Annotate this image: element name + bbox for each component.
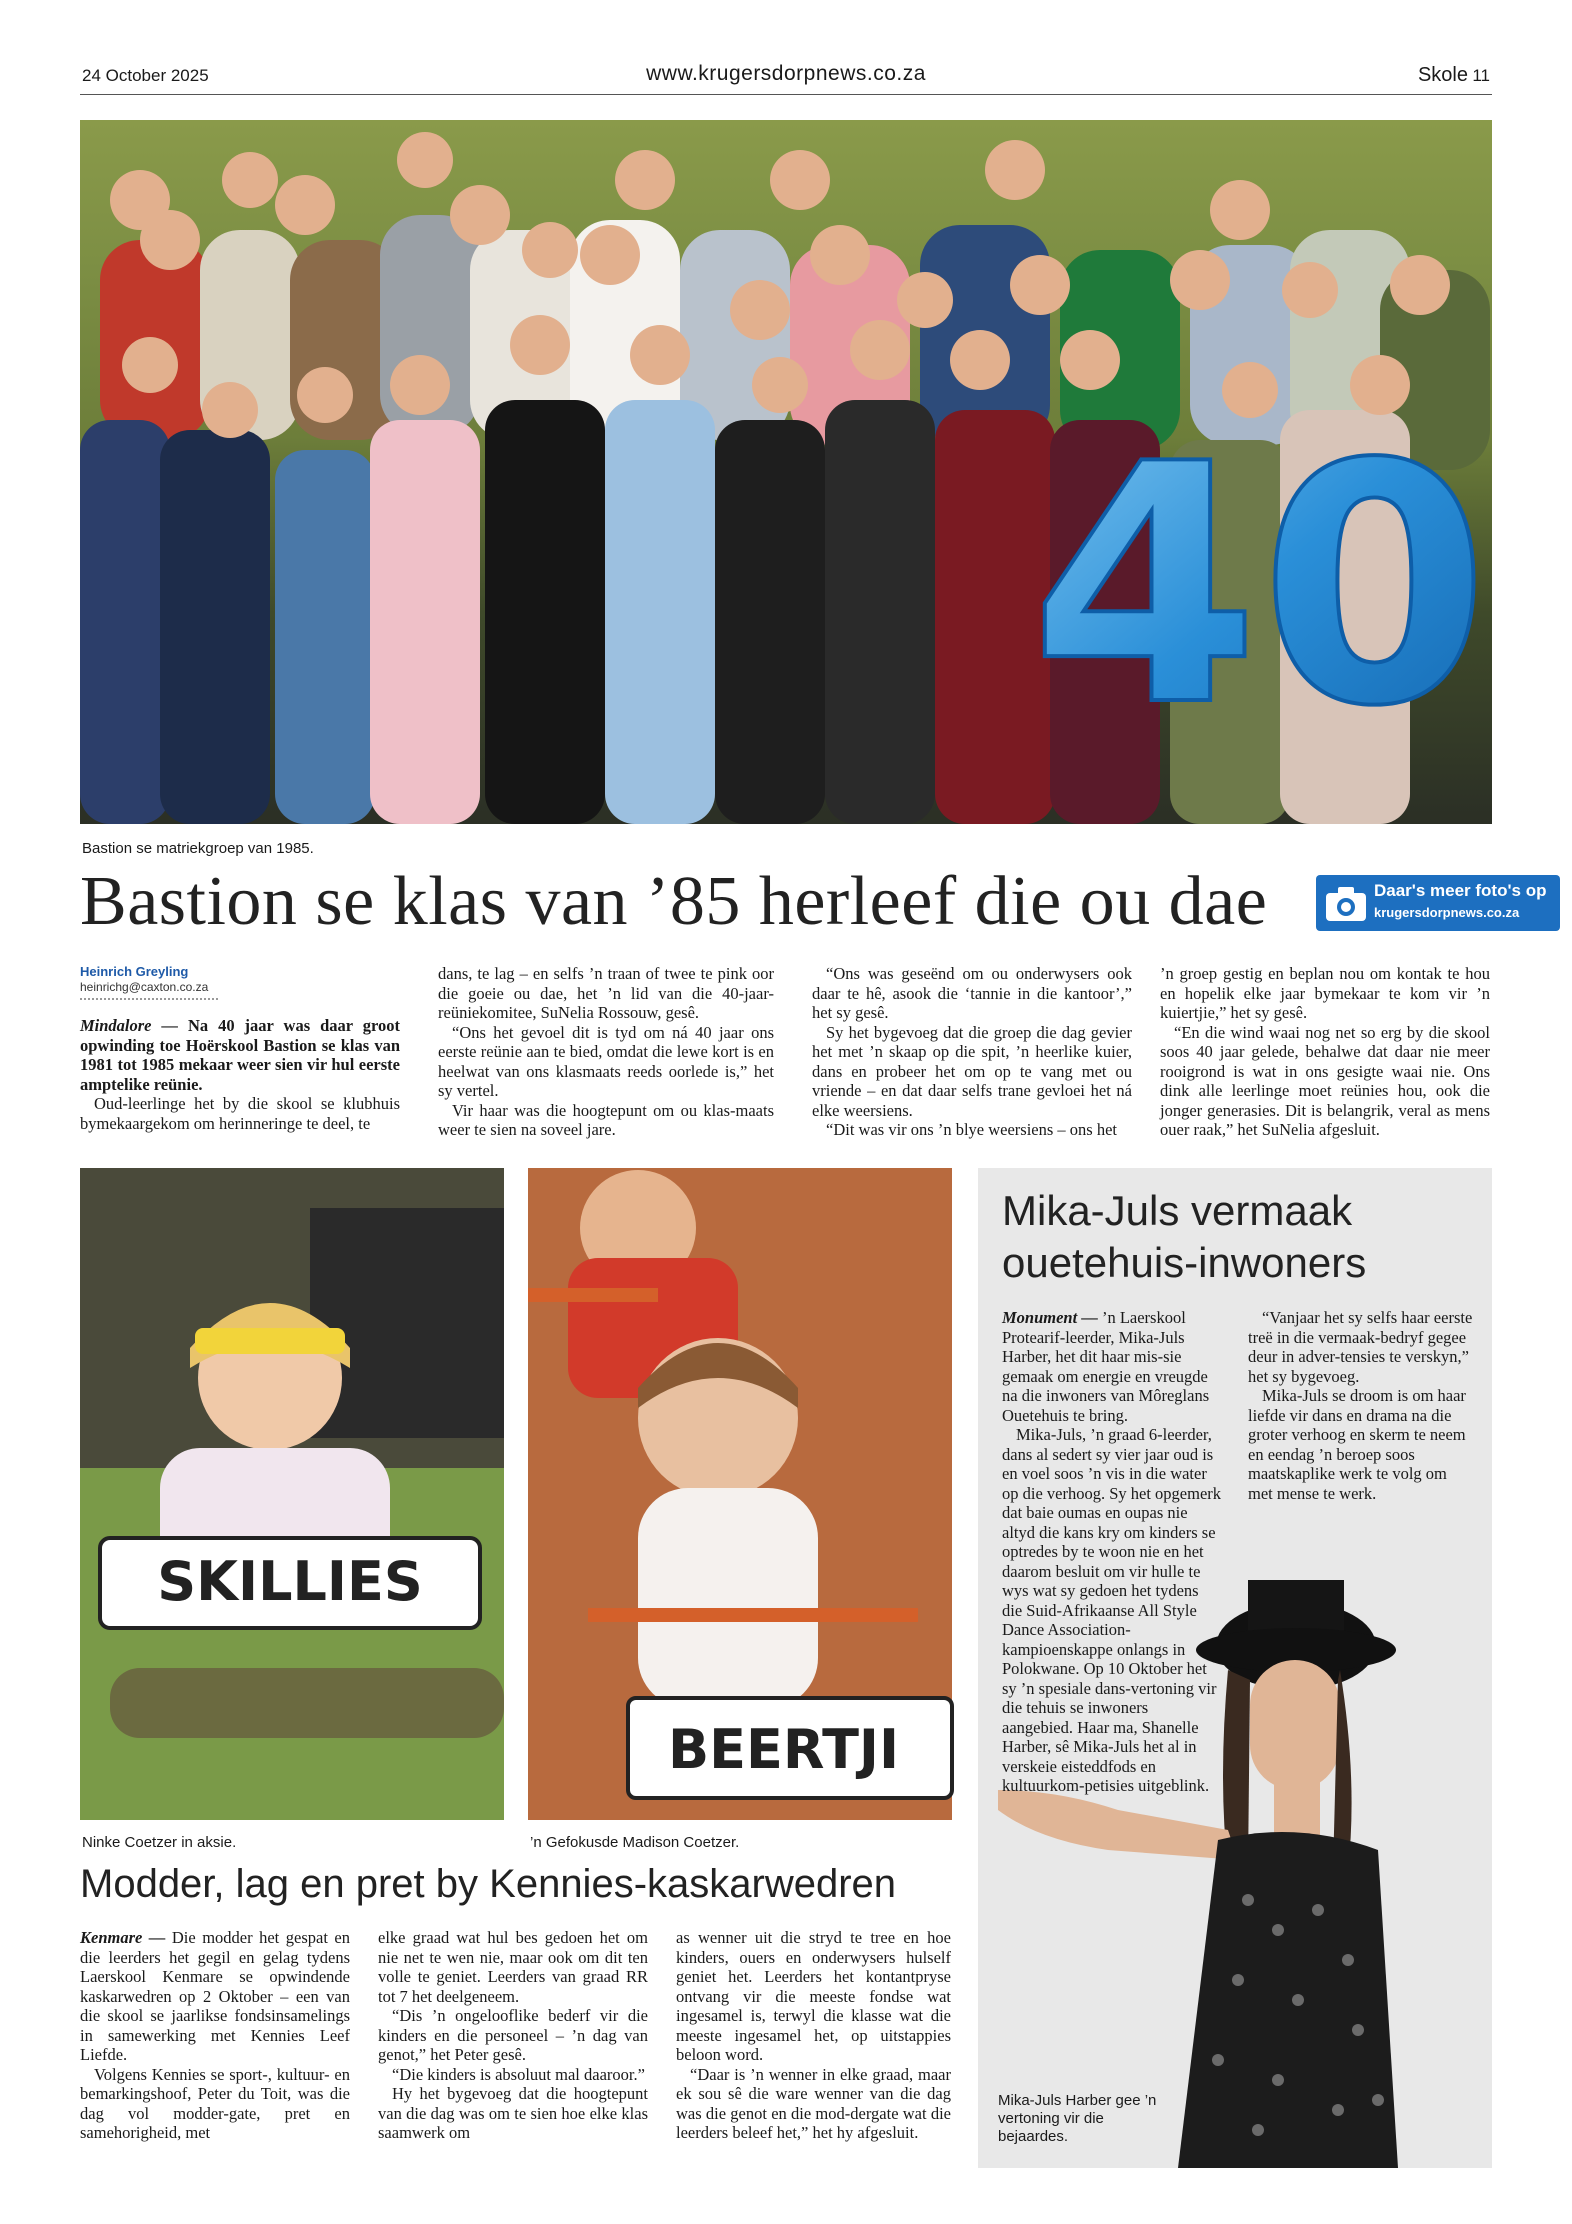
sign-skillies: SKILLIES	[157, 1550, 423, 1613]
mika-column-1	[1002, 1308, 1222, 1796]
paragraph: Die modder het gespat en die leerders het gegil en gelag tydens Laerskool Kenmare se opwindende kaskarwedren op 2 Oktober – een van die skool se jaarlikse fondsinsamelings in samewerking met Kennies Leef Liefde.	[80, 1928, 350, 2064]
paragraph: Oud-leerlinge het by die skool se klubhuis bymekaargekom om herinneringe te deel, te	[80, 1094, 400, 1133]
section-name: Skole	[1417, 64, 1468, 86]
byline-rule	[80, 998, 220, 1000]
paragraph: “Daar is ’n wenner in elke graad, maar ek sou sê die ware wenner van die dag was die genot en die mod-dergate wat die leerders beleef het,” het hy afgesluit.	[676, 2064, 951, 2142]
paragraph: “Dis ’n ongelooflike bederf vir die kinders en die personeel – ’n dag van genot,” het Peter gesê.	[378, 2006, 648, 2064]
byline-email[interactable]: heinrichg@caxton.co.za	[80, 980, 209, 994]
camera-icon	[1324, 883, 1368, 923]
kaskar-column-1	[80, 1928, 350, 2143]
kaskar-column-3	[676, 1928, 951, 2143]
paragraph: elke graad wat hul bes gedoen het om nie net te wen nie, maar ook om dit ten volle te geniet. Leerders van graad RR tot 7 het deelgeneem.	[378, 1928, 648, 2006]
paragraph: Vir haar was die hoogtepunt om ou klas-maats weer te sien na soveel jare.	[438, 1100, 774, 1139]
header-rule	[80, 94, 1492, 95]
paragraph: as wenner uit die stryd te tree en hoe kinders, ouers en onderwysers hulself geniet het. Leerders het kontantpryse ontvang vir die meeste fondse wat ingesamel is, terwyl die klasse wat die meeste ingesamel het, op uitstappies beloon word.	[676, 1928, 951, 2064]
paragraph: “En die wind waai nog net so erg by die skool soos 40 jaar gelede, behalwe dat daar nie meer rooigrond is wat in ons gesigte waai nie. Ons dink alle leerlinge moet reünies hou, ook die jonger generasies. Dit is belangrik, veral as mens ouer raak,” het SuNelia afgesluit.	[1160, 1022, 1490, 1139]
beertjie-caption: ’n Gefokusde Madison Coetzer.	[530, 1834, 740, 1851]
dateline: Monument —	[1002, 1308, 1098, 1327]
paragraph: “Vanjaar het sy selfs haar eerste treë in die vermaak-bedryf gegee deur in adver-tensies te verskyn,” het sy bygevoeg.	[1248, 1308, 1473, 1386]
mika-photo-caption: Mika-Juls Harber gee ’n vertoning vir die bejaardes.	[998, 2092, 1157, 2145]
main-article-column-3	[812, 964, 1132, 1140]
kaskar-column-2	[378, 1928, 648, 2143]
main-article-column-1	[80, 1016, 400, 1133]
paragraph: Mika-Juls, ’n graad 6-leerder, dans al sedert sy vier jaar oud is en voel soos ’n vis in die water op die verhoog. Sy het opgemerk dat baie oumas en oupas nie altyd die kans kry om kinders se optredes by te woon nie en het daarom besluit om vir hulle te wys wat sy gedoen het tydens die Suid-Afrikaanse All Style Dance Association-kampioenskappe onlangs in Polokwane. Op 10 Oktober het sy ’n spesiale dans-vertoning vir die tehuis se inwoners aangebied. Haar ma, Shanelle Harber, sê Mika-Juls het al in verskeie eisteddfods en kultuurkom-petisies uitgeblink.	[1002, 1425, 1222, 1795]
paragraph: ’n groep gestig en beplan nou om kontak te hou en hopelik elke jaar bymekaar te kom vir ’n kuiertjie,” het sy gesê.	[1160, 964, 1490, 1022]
badge-line1: Daar's meer foto's op	[1374, 881, 1547, 900]
paragraph: Hy het bygevoeg dat die hoogtepunt van die dag was om te sien hoe elke klas saamwerk om	[378, 2084, 648, 2142]
dateline: Kenmare —	[80, 1928, 166, 1947]
paragraph: “Ons het gevoel dit is tyd om ná 40 jaar ons eerste reünie aan te bied, omdat die lewe kort is en heelwat van ons klasmaats reeds oorlede is,” het sy vertel.	[438, 1022, 774, 1100]
balloon-40: 40	[1030, 394, 1490, 778]
main-headline: Bastion se klas van ’85 herleef die ou dae	[80, 863, 1268, 940]
issue-date: 24 October 2025	[82, 66, 209, 85]
kaskar-headline: Modder, lag en pret by Kennies-kaskarwedren	[80, 1862, 897, 1906]
sign-beertjie: BEERTJI	[668, 1718, 900, 1781]
paragraph: Volgens Kennies se sport-, kultuur- en bemarkingshoof, Peter du Toit, was die dag vol modder-gate, pret en samehorigheid, met	[80, 2064, 350, 2142]
paragraph: dans, te lag – en selfs ’n traan of twee te pink oor die goeie ou dae, het ’n lid van die 40-jaar-reüniekomitee, SuNelia Rossouw, gesê.	[438, 964, 774, 1022]
page-number: 11	[1472, 66, 1490, 85]
article-intro: Na 40 jaar was daar groot opwinding toe Hoërskool Bastion se klas van 1981 tot 1985 mekaar weer sien vir hul eerste amptelike reünie.	[80, 1016, 401, 1094]
skillies-photo	[80, 1168, 504, 1820]
paragraph: “Die kinders is absoluut mal daaroor.”	[392, 2064, 645, 2084]
mika-column-2	[1248, 1308, 1473, 1503]
badge-line2: krugersdorpnews.co.za	[1374, 905, 1520, 920]
more-photos-badge[interactable]	[1316, 875, 1560, 931]
paragraph: ’n Laerskool Protearif-leerder, Mika-Juls Harber, het dit haar mis-sie gemaak om energie en vreugde na die inwoners van Môreglans Ouetehuis te bring.	[1002, 1308, 1210, 1425]
mika-headline-line2: ouetehuis-inwoners	[1002, 1239, 1367, 1286]
main-photo-caption: Bastion se matriekgroep van 1985.	[82, 840, 314, 857]
mika-headline-line1: Mika-Juls vermaak	[1002, 1187, 1353, 1234]
crowd-illustration	[80, 120, 1492, 824]
byline-name: Heinrich Greyling	[80, 964, 189, 979]
main-article-column-4	[1160, 964, 1490, 1140]
main-article-column-2	[438, 964, 774, 1140]
paragraph: Mika-Juls se droom is om haar liefde vir dans en drama na die groter verhoog en skerm te neem en eendag ’n beroep soos maatskaplike werk te volg om met mense te werk.	[1248, 1386, 1466, 1503]
website-url[interactable]: www.krugersdorpnews.co.za	[646, 62, 926, 85]
mika-headline	[1002, 1185, 1366, 1289]
dateline: Mindalore —	[80, 1016, 178, 1035]
skillies-caption: Ninke Coetzer in aksie.	[82, 1834, 237, 1851]
paragraph: “Dit was vir ons ’n blye weersiens – ons het	[826, 1120, 1117, 1139]
paragraph: Sy het bygevoeg dat die groep die dag gevier het met ’n skaap op die spit, ’n heerlike kuier, dans en probeer het om op te vang met ou vriende – en dat daar selfs trane gevloei het ná elke weersiens.	[812, 1022, 1132, 1120]
paragraph: “Ons was geseënd om ou onderwysers ook daar te hê, asook die ‘tannie in die kantoor’,” het sy gesê.	[812, 964, 1132, 1022]
beertjie-photo	[528, 1168, 952, 1820]
